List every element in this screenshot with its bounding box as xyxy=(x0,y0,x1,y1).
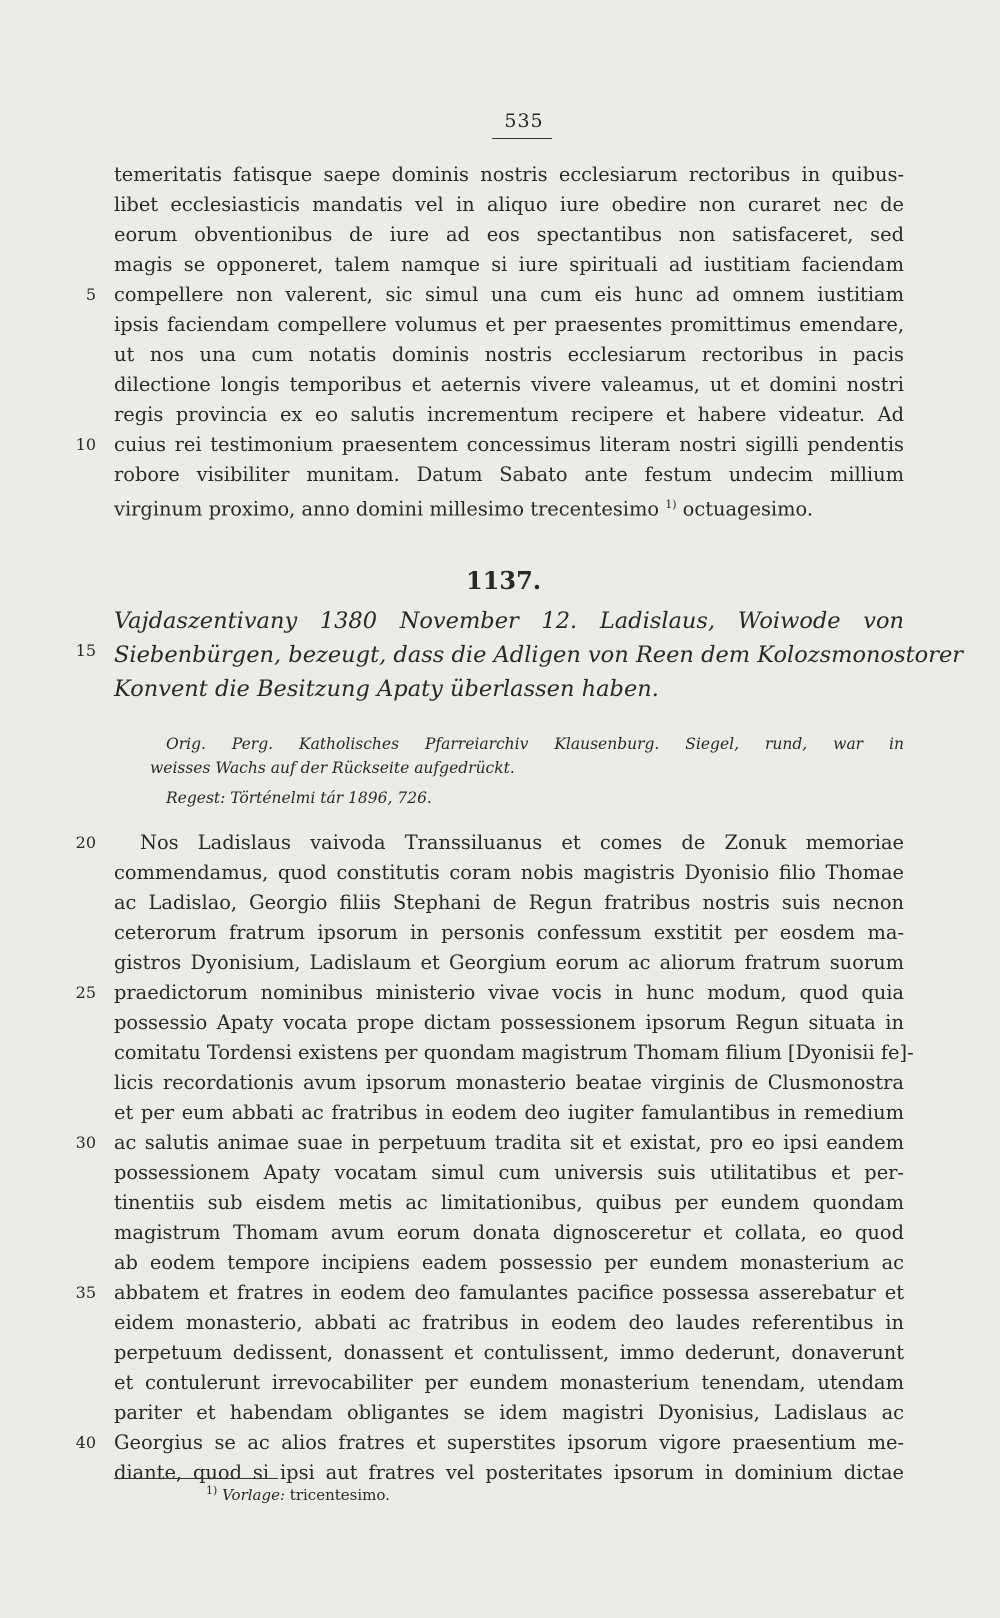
text-line: dilectione longis temporibus et aeternis vivere valeamus, ut et domini nostri xyxy=(114,373,904,396)
text-line: ac salutis animae suae in perpetuum tradita sit et existat, pro eo ipsi eandem xyxy=(114,1131,904,1154)
text-line: robore visibiliter munitam. Datum Sabato ante festum undecim millium xyxy=(114,463,904,486)
line-number: 5 xyxy=(85,285,96,304)
text-line: eidem monasterio, abbati ac fratribus in eodem deo laudes referentibus in xyxy=(114,1311,904,1334)
page-number: 535 xyxy=(504,110,544,132)
document-number: 1137. xyxy=(466,566,542,595)
text-line: ac Ladislao, Georgio filiis Stephani de Regun fratribus nostris suis necnon xyxy=(114,891,904,914)
text-line: abbatem et fratres in eodem deo famulantes pacifice possessa asserebatur et xyxy=(114,1281,904,1304)
text-fragment: octuagesimo. xyxy=(676,497,813,521)
line-number: 10 xyxy=(75,435,96,454)
text-line: ipsis faciendam compellere volumus et per praesentes promittimus emendare, xyxy=(114,313,904,336)
text-line: ut nos una cum notatis dominis nostris ecclesiarum rectoribus in pacis xyxy=(114,343,904,366)
archive-note: weisses Wachs auf der Rückseite aufgedrückt. xyxy=(150,759,515,777)
text-line: praedictorum nominibus ministerio vivae vocis in hunc modum, quod quia xyxy=(114,981,904,1004)
text-line: eorum obventionibus de iure ad eos spectantibus non satisfaceret, sed xyxy=(114,223,904,246)
text-line: gistros Dyonisium, Ladislaum et Georgium eorum ac aliorum fratrum suorum xyxy=(114,951,904,974)
text-line: licis recordationis avum ipsorum monasterio beatae virginis de Clusmonostra xyxy=(114,1071,904,1094)
regest-line: Siebenbürgen, bezeugt, dass die Adligen von Reen dem Kolozsmonostorer xyxy=(114,642,964,668)
text-line: Georgius se ac alios fratres et superstites ipsorum vigore praesentium me- xyxy=(114,1431,904,1454)
line-number: 20 xyxy=(75,833,96,852)
text-line: ab eodem tempore incipiens eadem possessio per eundem monasterium ac xyxy=(114,1251,904,1274)
text-line: ceterorum fratrum ipsorum in personis confessum exstitit per eosdem ma- xyxy=(114,921,904,944)
footnote-rule xyxy=(114,1478,278,1479)
text-line: perpetuum dedissent, donassent et contulissent, immo dederunt, donaverunt xyxy=(114,1341,904,1364)
text-line: temeritatis fatisque saepe dominis nostris ecclesiarum rectoribus in quibus- xyxy=(114,163,904,186)
line-number: 25 xyxy=(75,983,96,1002)
text-line: commendamus, quod constitutis coram nobis magistris Dyonisio filio Thomae xyxy=(114,861,904,884)
text-line: et contulerunt irrevocabiliter per eundem monasterium tenendam, utendam xyxy=(114,1371,904,1394)
regest-line: Konvent die Besitzung Apaty überlassen haben. xyxy=(114,676,659,702)
text-line: cuius rei testimonium praesentem concessimus literam nostri sigilli pendentis xyxy=(114,433,904,456)
text-line: comitatu Tordensi existens per quondam magistrum Thomam filium [Dyonisii fe]- xyxy=(114,1041,914,1064)
regest-line: Vajdaszentivany 1380 November 12. Ladislaus, Woiwode von xyxy=(114,608,904,634)
text-line: magis se opponeret, talem namque si iure spirituali ad iustitiam faciendam xyxy=(114,253,904,276)
text-line: regis provincia ex eo salutis incrementum recipere et habere videatur. Ad xyxy=(114,403,904,426)
text-line: compellere non valerent, sic simul una cum eis hunc ad omnem iustitiam xyxy=(114,283,904,306)
line-number: 30 xyxy=(75,1133,96,1152)
text-line: libet ecclesiasticis mandatis vel in aliquo iure obedire non curaret nec de xyxy=(114,193,904,216)
text-line: et per eum abbati ac fratribus in eodem deo iugiter famulantibus in remedium xyxy=(114,1101,904,1124)
line-number: 40 xyxy=(75,1433,96,1452)
text-fragment: virginum proximo, anno domini millesimo trecentesimo xyxy=(114,497,666,521)
footnote-label: Vorlage: xyxy=(222,1486,286,1504)
text-line: possessionem Apaty vocatam simul cum universis suis utilitatibus et per- xyxy=(114,1161,904,1184)
line-number: 35 xyxy=(75,1283,96,1302)
text-line: Nos Ladislaus vaivoda Transsiluanus et comes de Zonuk memoriae xyxy=(140,831,904,854)
footnote-marker: 1) xyxy=(665,498,677,511)
text-line: diante, quod si ipsi aut fratres vel posteritates ipsorum in dominium dictae xyxy=(114,1461,904,1484)
footnote xyxy=(206,1484,390,1504)
archive-note: Orig. Perg. Katholisches Pfarreiarchiv Klausenburg. Siegel, rund, war in xyxy=(166,735,904,753)
line-number: 15 xyxy=(75,641,96,660)
footnote-marker: 1) xyxy=(206,1484,218,1497)
archive-note: Regest: Történelmi tár 1896, 726. xyxy=(166,789,432,807)
text-line xyxy=(114,490,904,524)
text-line: magistrum Thomam avum eorum donata dignosceretur et collata, eo quod xyxy=(114,1221,904,1244)
text-line: possessio Apaty vocata prope dictam possessionem ipsorum Regun situata in xyxy=(114,1011,904,1034)
text-line: tinentiis sub eisdem metis ac limitationibus, quibus per eundem quondam xyxy=(114,1191,904,1214)
text-line: pariter et habendam obligantes se idem magistri Dyonisius, Ladislaus ac xyxy=(114,1401,904,1424)
footnote-text: tricentesimo. xyxy=(289,1486,390,1504)
page-number-rule xyxy=(492,138,552,139)
